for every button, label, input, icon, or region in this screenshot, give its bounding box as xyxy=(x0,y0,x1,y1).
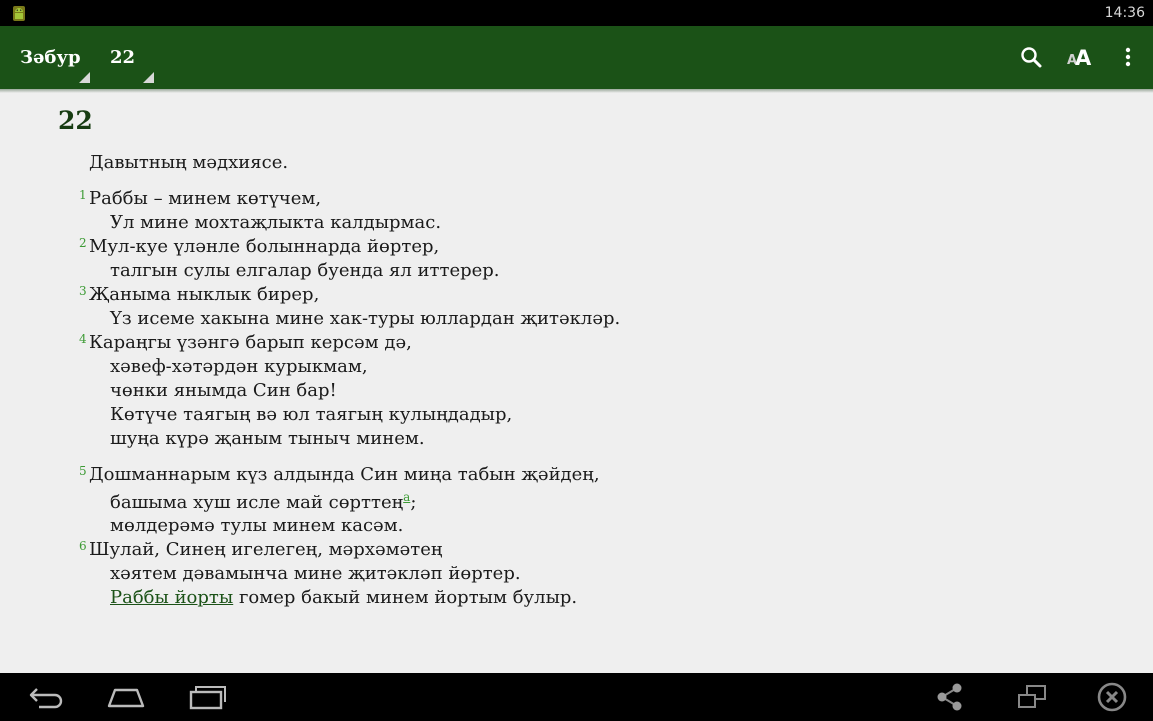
verse-line: хәвеф-хәтәрдән курыкмам, xyxy=(110,356,368,377)
search-icon[interactable] xyxy=(1014,40,1048,74)
verse-line: Көтүче таягың вә юл таягың кулыңдадыр, xyxy=(110,404,513,425)
verse-line: хәятем дәвамынча мине җитәкләп йөртер. xyxy=(110,563,521,584)
cross-reference-link[interactable]: Раббы йорты xyxy=(110,587,234,608)
chapter-heading: Давытның мәдхиясе. xyxy=(89,152,289,173)
verse-number: 4 xyxy=(79,332,87,346)
verse-number: 3 xyxy=(79,284,87,298)
dropdown-triangle-icon xyxy=(143,72,154,83)
verse-line-with-link xyxy=(110,587,577,608)
footnote-link[interactable]: a xyxy=(403,490,411,504)
verse-number: 1 xyxy=(79,188,87,202)
svg-text:A: A xyxy=(1067,53,1078,68)
text-size-icon[interactable] xyxy=(1062,40,1096,74)
android-icon xyxy=(11,5,27,22)
chapter-label: 22 xyxy=(110,47,136,68)
verse-line: Раббы – минем көтүчем, xyxy=(89,188,322,209)
verse-line: Җаныма ныклык бирер, xyxy=(89,284,320,305)
book-selector[interactable] xyxy=(12,26,90,89)
overflow-menu-icon[interactable] xyxy=(1111,40,1145,74)
book-name: Зәбур xyxy=(20,47,81,68)
verse-line: Шулай, Синең игелегең, мәрхәмәтең xyxy=(89,539,443,560)
back-icon[interactable] xyxy=(27,683,67,711)
verse-number: 2 xyxy=(79,236,87,250)
window-icon[interactable] xyxy=(1016,683,1048,711)
verse-line: Караңгы үзәнгә барып керсәм дә, xyxy=(89,332,412,353)
verse-line: чөнки янымда Син бар! xyxy=(110,380,337,401)
verse-line: талгын сулы елгалар буенда ял иттерер. xyxy=(110,260,500,281)
share-icon[interactable] xyxy=(934,683,966,711)
status-time: 14:36 xyxy=(1104,5,1145,21)
svg-text:A: A xyxy=(1075,46,1092,70)
dropdown-triangle-icon xyxy=(79,72,90,83)
verse-line: Мул-куе үләнле болыннарда йөртер, xyxy=(89,236,440,257)
chapter-number: 22 xyxy=(58,106,93,135)
verse-line: Ул мине мохтаҗлыкта калдырмас. xyxy=(110,212,442,233)
verse-line: шуңа күрә җаным тыныч минем. xyxy=(110,428,425,449)
status-bar xyxy=(0,0,1153,26)
home-icon[interactable] xyxy=(106,683,146,711)
verse-number: 6 xyxy=(79,539,87,553)
reading-pane[interactable] xyxy=(0,93,1153,673)
verse-line: Дошманнарым күз алдында Син миңа табын җәйдең, xyxy=(89,464,600,485)
close-icon[interactable] xyxy=(1096,681,1128,713)
verse-line: мөлдерәмә тулы минем касәм. xyxy=(110,515,404,536)
verse-line-text: башыма хуш исле май сөрттең xyxy=(110,492,404,513)
verse-line-text: гомер бакый минем йортым булыр. xyxy=(238,587,578,608)
verse-line: Үз исеме хакына мине хак-туры юллардан җитәкләр. xyxy=(110,308,621,329)
action-bar xyxy=(0,26,1153,89)
chapter-selector[interactable] xyxy=(102,26,154,89)
recent-apps-icon[interactable] xyxy=(188,683,228,711)
verse-line-punctuation: ; xyxy=(410,492,417,513)
verse-line-with-footnote xyxy=(110,490,416,513)
verse-number: 5 xyxy=(79,464,87,478)
navigation-bar xyxy=(0,673,1153,721)
